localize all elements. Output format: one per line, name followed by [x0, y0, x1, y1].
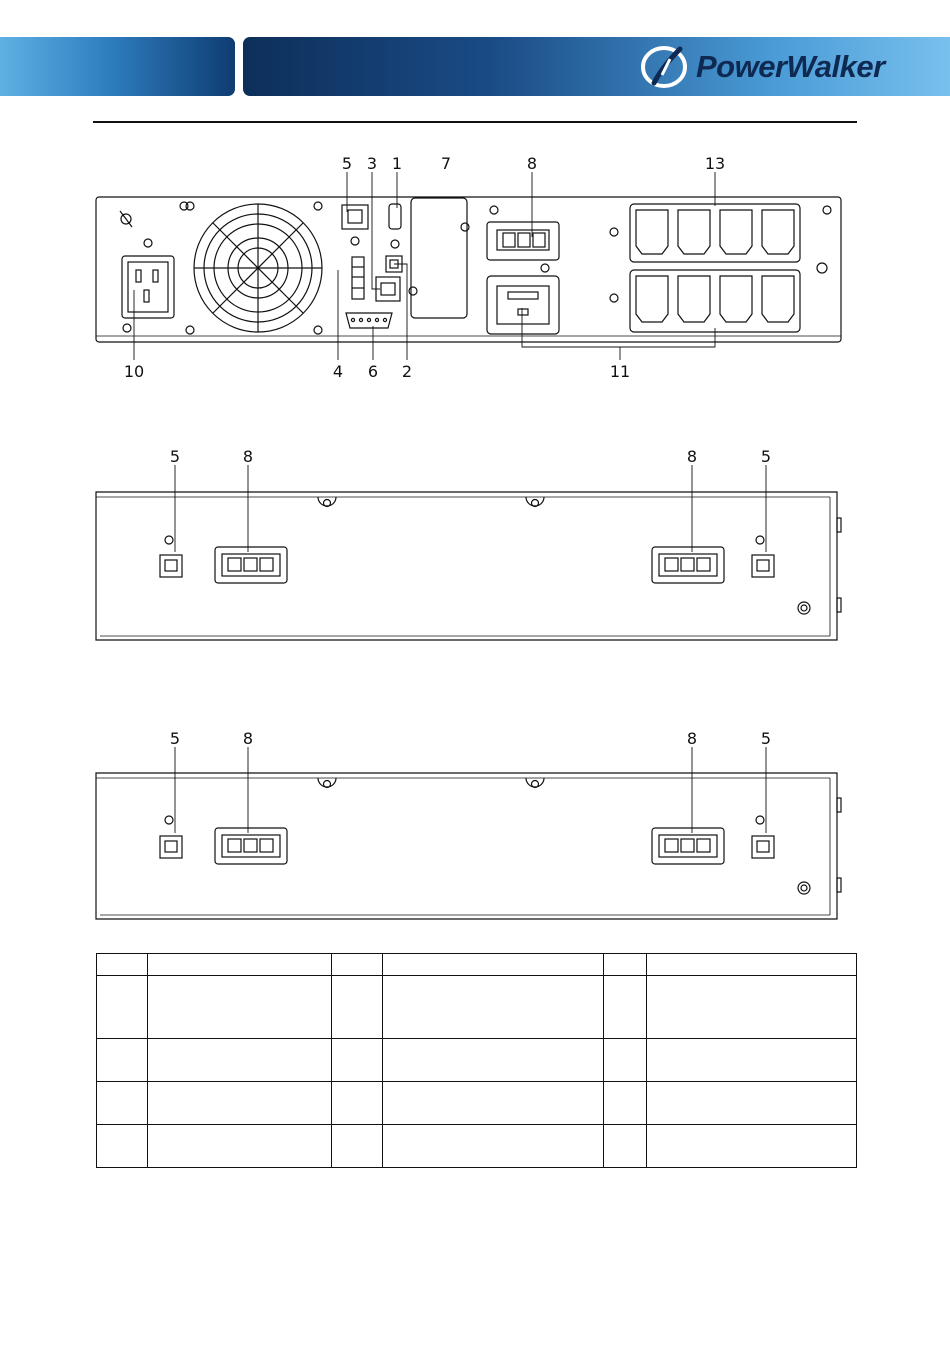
table-cell: [332, 1125, 383, 1168]
table-cell: [383, 1125, 603, 1168]
header-band-left: [0, 37, 235, 96]
header-rule: [93, 121, 857, 123]
table-cell: [646, 1082, 857, 1125]
callout-5: 5: [169, 729, 181, 748]
callout-8: 8: [686, 729, 698, 748]
battery-pack-diagram-2: [0, 722, 950, 932]
table-cell: [147, 1082, 332, 1125]
table-cell: [97, 1125, 148, 1168]
table-row: [97, 1125, 857, 1168]
battery-pack-diagram-1: [0, 440, 950, 650]
callout-7: 7: [440, 154, 452, 173]
table-cell: [383, 1082, 603, 1125]
table-cell: [383, 1039, 603, 1082]
table-cell: [603, 976, 646, 1039]
table-cell: [147, 1125, 332, 1168]
table-row: [97, 1082, 857, 1125]
table-header-cell: [383, 954, 603, 976]
table-header-row: [97, 954, 857, 976]
table-cell: [646, 976, 857, 1039]
legend-table: [96, 953, 857, 1168]
table-header-cell: [97, 954, 148, 976]
table-cell: [147, 976, 332, 1039]
callout-8: 8: [242, 729, 254, 748]
table-cell: [332, 976, 383, 1039]
table-header-cell: [147, 954, 332, 976]
table-header-cell: [603, 954, 646, 976]
callout-8: 8: [686, 447, 698, 466]
callout-6: 6: [367, 362, 379, 381]
table-cell: [332, 1082, 383, 1125]
callout-8: 8: [242, 447, 254, 466]
table-row: [97, 976, 857, 1039]
callout-5: 5: [341, 154, 353, 173]
brand-logo: [640, 42, 940, 92]
callout-5: 5: [760, 729, 772, 748]
table-cell: [332, 1039, 383, 1082]
table-header-cell: [332, 954, 383, 976]
callout-2: 2: [401, 362, 413, 381]
table-header-cell: [646, 954, 857, 976]
table-cell: [97, 1082, 148, 1125]
callout-1: 1: [391, 154, 403, 173]
table-cell: [603, 1125, 646, 1168]
callout-13: 13: [704, 154, 726, 173]
table-cell: [97, 1039, 148, 1082]
brand-name: PowerWalker: [696, 49, 885, 84]
callout-5: 5: [760, 447, 772, 466]
table-cell: [383, 976, 603, 1039]
table-cell: [97, 976, 148, 1039]
powerwalker-swoosh-icon: [640, 45, 690, 89]
callout-11: 11: [609, 362, 631, 381]
table-cell: [603, 1082, 646, 1125]
table-cell: [147, 1039, 332, 1082]
table-cell: [603, 1039, 646, 1082]
callout-5: 5: [169, 447, 181, 466]
callout-10: 10: [123, 362, 145, 381]
table-cell: [646, 1125, 857, 1168]
table-row: [97, 1039, 857, 1082]
ups-rear-panel-diagram: [0, 150, 950, 385]
callout-4: 4: [332, 362, 344, 381]
table-cell: [646, 1039, 857, 1082]
callout-8: 8: [526, 154, 538, 173]
callout-3: 3: [366, 154, 378, 173]
